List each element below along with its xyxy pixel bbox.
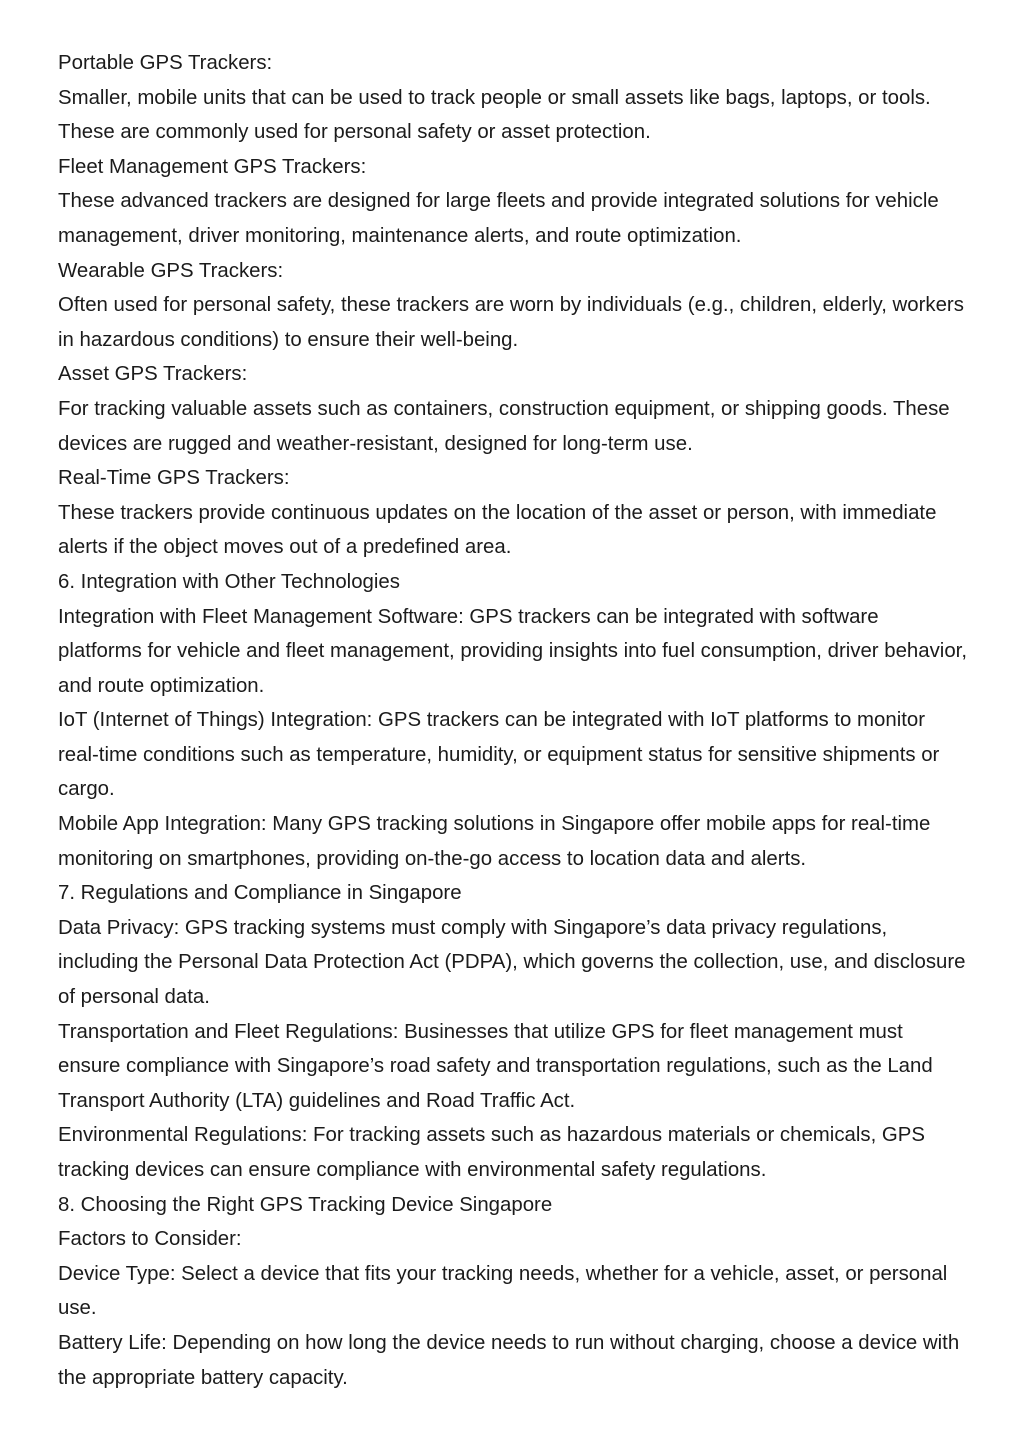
paragraph-device-type: Device Type: Select a device that fits your tracking needs, whether for a vehicle, asset, or personal use.: [58, 1262, 948, 1320]
paragraph-fleet-management-gps-trackers: These advanced trackers are designed for large fleets and provide integrated solutions for vehicle management, driver monitoring, maintenance alerts, and route optimization.: [58, 190, 939, 247]
paragraph-fleet-software-integration: Integration with Fleet Management Software: GPS trackers can be integrated with software platforms for vehicle and fleet management, providing insights into fuel consumption, driver behavior, and route optimization.: [58, 605, 968, 697]
section-heading-choosing-device: 8. Choosing the Right GPS Tracking Device Singapore: [58, 1193, 553, 1216]
paragraph-real-time-gps-trackers: These trackers provide continuous updates on the location of the asset or person, with immediate alerts if the object moves out of a predefined area.: [58, 501, 937, 559]
heading-factors-to-consider: Factors to Consider:: [58, 1228, 242, 1251]
heading-asset-gps-trackers: Asset GPS Trackers:: [58, 363, 248, 386]
document-body: [58, 46, 968, 1395]
paragraph-data-privacy: Data Privacy: GPS tracking systems must comply with Singapore’s data privacy regulations, including the Personal Data Protection Act (PDPA), which governs the collection, use, and disclosure of personal data.: [58, 916, 966, 1009]
paragraph-battery-life: Battery Life: Depending on how long the device needs to run without charging, choose a device with the appropriate battery capacity.: [58, 1331, 960, 1389]
heading-portable-gps-trackers: Portable GPS Trackers:: [58, 52, 273, 74]
section-heading-integration: 6. Integration with Other Technologies: [58, 570, 400, 593]
paragraph-mobile-app-integration: Mobile App Integration: Many GPS tracking solutions in Singapore offer mobile apps for real-time monitoring on smartphones, providing on-the-go access to location data and alerts.: [58, 813, 931, 870]
paragraph-portable-gps-trackers: Smaller, mobile units that can be used to track people or small assets like bags, laptops, or tools. These are commonly used for personal safety or asset protection.: [58, 86, 931, 144]
paragraph-asset-gps-trackers: For tracking valuable assets such as containers, construction equipment, or shipping goods. These devices are rugged and weather-resistant, designed for long-term use.: [58, 397, 950, 455]
paragraph-iot-integration: IoT (Internet of Things) Integration: GPS trackers can be integrated with IoT platforms to monitor real-time conditions such as temperature, humidity, or equipment status for sensitive shipments or cargo.: [58, 709, 940, 801]
heading-fleet-management-gps-trackers: Fleet Management GPS Trackers:: [58, 155, 367, 178]
heading-real-time-gps-trackers: Real-Time GPS Trackers:: [58, 467, 290, 490]
paragraph-environmental-regulations: Environmental Regulations: For tracking assets such as hazardous materials or chemicals, GPS tracking devices can ensure compliance with environmental safety regulations.: [58, 1124, 925, 1181]
paragraph-wearable-gps-trackers: Often used for personal safety, these trackers are worn by individuals (e.g., children, elderly, workers in hazardous conditions) to ensure their well-being.: [58, 294, 964, 351]
heading-wearable-gps-trackers: Wearable GPS Trackers:: [58, 259, 284, 282]
section-heading-regulations: 7. Regulations and Compliance in Singapore: [58, 882, 462, 905]
paragraph-transportation-regulations: Transportation and Fleet Regulations: Businesses that utilize GPS for fleet management must ensure compliance with Singapore’s road safety and transportation regulations, such as the Land Transport Authority (LTA) guidelines and Road Traffic Act.: [58, 1020, 933, 1112]
